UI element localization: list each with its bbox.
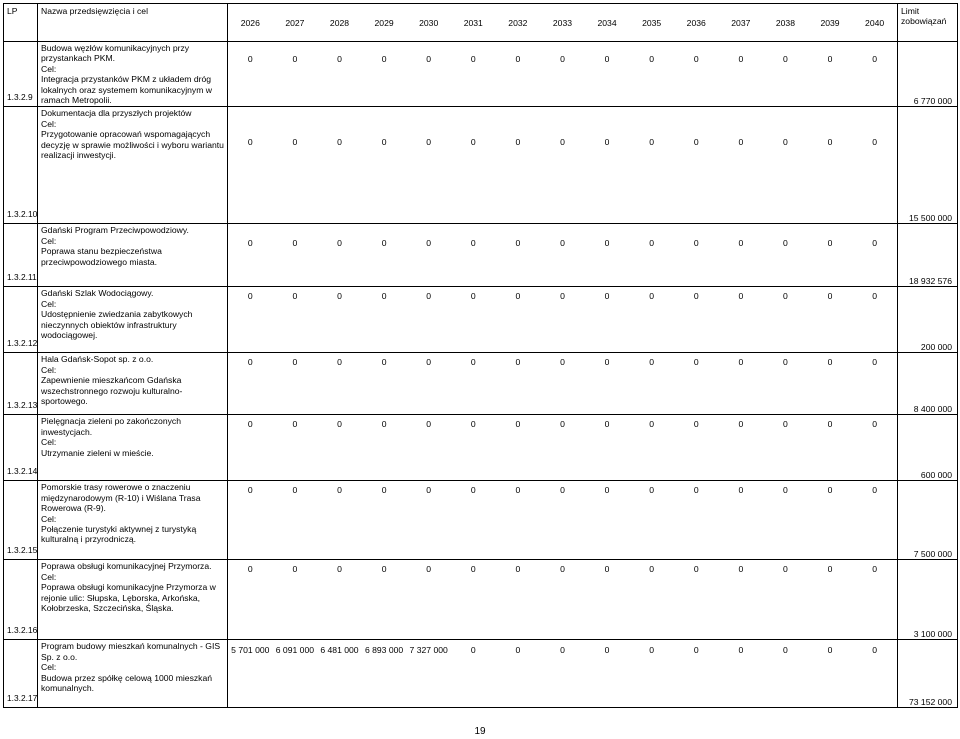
row-name-line: Pielęgnacja zieleni po zakończonych inwestycjach. [41, 416, 181, 437]
header-name: Nazwa przedsięwzięcia i cel [38, 4, 228, 42]
row-name-line: Udostępnienie zwiedzania zabytkowych nieczynnych obiektów infrastruktury wodociągowej. [41, 309, 193, 341]
year-value: 0 [693, 54, 699, 64]
year-value: 0 [292, 564, 298, 575]
row-limit: 600 000 [898, 415, 958, 481]
year-value: 0 [560, 291, 565, 302]
year-value: 0 [693, 419, 699, 430]
year-value: 0 [783, 357, 788, 368]
table-row [4, 481, 958, 560]
year-value: 0 [247, 238, 253, 249]
year-value: 0 [426, 238, 432, 249]
row-name [38, 415, 228, 481]
year-value: 0 [693, 645, 699, 656]
row-name-line: Cel: [41, 437, 57, 448]
row-name [38, 287, 228, 353]
year-header: 2039 [820, 17, 840, 28]
year-value: 0 [783, 564, 788, 575]
year-header: 2038 [775, 17, 795, 28]
row-limit: 18 932 576 [898, 224, 958, 287]
row-name-line: Integracja przystanków PKM z układem dróg lokalnych oraz systemem komunikacyjnym w ramach Metropolii. [41, 74, 212, 106]
year-value: 0 [247, 357, 253, 368]
year-value: 0 [693, 357, 699, 368]
year-value: 0 [783, 485, 788, 496]
table-row [4, 224, 958, 287]
row-limit: 7 500 000 [898, 481, 958, 560]
year-value: 0 [247, 564, 253, 575]
year-value: 0 [247, 54, 253, 64]
year-value: 0 [827, 419, 833, 430]
row-lp: 1.3.2.15 [4, 481, 38, 560]
row-values [228, 560, 898, 640]
year-header: 2027 [285, 17, 305, 28]
row-name-line: Cel: [41, 571, 57, 582]
investment-table [3, 3, 958, 708]
page-number: 19 [474, 726, 486, 737]
year-value: 0 [292, 357, 298, 368]
row-limit: 3 100 000 [898, 560, 958, 640]
year-value: 0 [560, 54, 565, 64]
year-value: 6 893 000 [364, 645, 404, 656]
year-value: 0 [381, 419, 387, 430]
year-value: 0 [515, 238, 521, 249]
year-value: 0 [604, 291, 610, 302]
year-value: 5 701 000 [231, 645, 270, 656]
year-value: 0 [337, 564, 342, 575]
row-name [38, 42, 228, 107]
row-lp: 1.3.2.14 [4, 415, 38, 481]
year-value: 0 [337, 485, 342, 496]
row-name-line: Budowa przez spółkę celową 1000 mieszkań komunalnych. [41, 672, 213, 694]
row-name-line: Pomorskie trasy rowerowe o znaczeniu międzynarodowym (R-10) i Wiślana Trasa Rowerowa (R-9). [41, 482, 201, 514]
row-name-line: Cel: [41, 364, 57, 375]
year-value: 0 [872, 564, 877, 575]
year-value: 0 [381, 357, 387, 368]
year-value: 0 [515, 357, 521, 368]
year-value: 6 091 000 [275, 645, 314, 656]
year-value: 0 [381, 54, 387, 64]
year-header: 2037 [731, 17, 751, 28]
year-value: 0 [738, 357, 744, 368]
year-value: 0 [738, 485, 744, 496]
row-name-line: Hala Gdańsk-Sopot sp. z o.o. [41, 354, 154, 365]
table-row [4, 353, 958, 415]
year-value: 0 [337, 357, 342, 368]
year-header: 2033 [552, 17, 573, 28]
year-value: 0 [738, 137, 744, 148]
row-name [38, 560, 228, 640]
year-value: 0 [783, 419, 788, 430]
year-value: 0 [426, 485, 432, 496]
year-value: 0 [247, 137, 253, 148]
year-value: 0 [560, 357, 565, 368]
year-header: 2026 [240, 17, 260, 28]
year-value: 0 [292, 238, 298, 249]
year-value: 0 [872, 419, 877, 430]
row-name [38, 640, 228, 708]
row-lp: 1.3.2.13 [4, 353, 38, 415]
year-value: 0 [515, 485, 521, 496]
year-value: 0 [738, 564, 744, 575]
year-value: 0 [693, 291, 699, 302]
year-value: 0 [649, 137, 655, 148]
year-value: 0 [649, 419, 655, 430]
year-value: 0 [783, 291, 788, 302]
year-value: 0 [381, 564, 387, 575]
year-value: 0 [783, 645, 788, 656]
row-lp: 1.3.2.10 [4, 107, 38, 224]
year-header: 2034 [597, 17, 617, 28]
row-lp: 1.3.2.11 [4, 224, 38, 287]
year-value: 0 [604, 645, 610, 656]
year-value: 0 [292, 419, 298, 430]
year-value: 0 [292, 137, 298, 148]
year-value: 0 [604, 238, 610, 249]
year-value: 0 [470, 137, 476, 148]
row-name [38, 224, 228, 287]
year-value: 0 [738, 54, 744, 64]
row-name-line: Gdański Szlak Wodociągowy. [41, 288, 154, 299]
year-value: 0 [827, 645, 833, 656]
row-name-line: Dokumentacja dla przyszłych projektów [41, 108, 192, 119]
year-header: 2032 [508, 17, 528, 28]
header-lp: LP [4, 4, 38, 42]
year-header: 2036 [686, 17, 706, 28]
year-value: 0 [560, 419, 565, 430]
year-value: 0 [649, 238, 655, 249]
year-value: 0 [337, 238, 342, 249]
row-values [228, 640, 898, 708]
row-limit: 200 000 [898, 287, 958, 353]
year-value: 0 [381, 291, 387, 302]
row-lp: 1.3.2.12 [4, 287, 38, 353]
year-value: 0 [604, 357, 610, 368]
year-header: 2040 [865, 17, 885, 28]
year-value: 0 [738, 419, 744, 430]
header-limit-line2: zobowiązań [901, 16, 947, 26]
year-value: 0 [604, 485, 610, 496]
year-value: 0 [292, 485, 298, 496]
year-value: 0 [604, 419, 610, 430]
year-header: 2028 [329, 17, 350, 28]
row-lp: 1.3.2.17 [4, 640, 38, 708]
year-value: 0 [604, 137, 610, 148]
year-value: 0 [381, 137, 387, 148]
year-value: 0 [515, 291, 521, 302]
year-header: 2031 [463, 17, 483, 28]
year-value: 0 [872, 137, 877, 148]
year-value: 0 [872, 485, 877, 496]
table-row [4, 415, 958, 481]
year-value: 0 [426, 419, 432, 430]
year-value: 0 [560, 485, 565, 496]
row-name-line: Utrzymanie zieleni w mieście. [41, 447, 154, 458]
table-row [4, 287, 958, 353]
row-values [228, 353, 898, 415]
year-value: 0 [738, 291, 744, 302]
year-value: 0 [337, 419, 342, 430]
year-value: 0 [426, 291, 432, 302]
year-value: 0 [515, 54, 521, 64]
year-value: 0 [827, 485, 833, 496]
row-name-line: Cel: [41, 662, 57, 673]
year-value: 0 [649, 564, 655, 575]
row-limit: 8 400 000 [898, 353, 958, 415]
table-row [4, 107, 958, 224]
year-value: 0 [247, 419, 253, 430]
row-lp: 1.3.2.16 [4, 560, 38, 640]
row-name [38, 353, 228, 415]
row-values [228, 415, 898, 481]
row-values [228, 42, 898, 107]
year-value: 0 [470, 54, 476, 64]
year-value: 0 [783, 54, 788, 64]
year-value: 0 [649, 291, 655, 302]
year-value: 0 [872, 291, 877, 302]
row-name-line: Przygotowanie opracowań wspomagających decyzję w sprawie możliwości i wyboru wariantu realizacji inwestycji. [41, 129, 224, 161]
header-limit [898, 4, 958, 42]
year-value: 0 [426, 357, 432, 368]
year-value: 0 [381, 238, 387, 249]
year-value: 0 [827, 564, 833, 575]
row-name [38, 481, 228, 560]
year-value: 0 [515, 564, 521, 575]
year-value: 0 [872, 357, 877, 368]
year-value: 0 [292, 291, 298, 302]
row-name-line: Cel: [41, 298, 57, 309]
row-name-line: Poprawa obsługi komunikacyjnej Przymorza. [41, 561, 212, 572]
year-value: 0 [693, 238, 699, 249]
header-limit-line1: Limit [901, 6, 920, 16]
year-header: 2029 [374, 17, 394, 28]
year-value: 0 [783, 238, 788, 249]
row-values [228, 481, 898, 560]
year-value: 0 [426, 54, 432, 64]
year-value: 0 [693, 137, 699, 148]
year-value: 0 [649, 645, 655, 656]
row-name-line: Zapewnienie mieszkańcom Gdańska wszechstronnego rozwoju kulturalno-sportowego. [41, 375, 183, 407]
year-header: 2035 [642, 17, 662, 28]
row-limit: 6 770 000 [898, 42, 958, 107]
row-name-line: Cel: [41, 513, 57, 524]
year-value: 0 [515, 137, 521, 148]
year-value: 0 [560, 564, 565, 575]
year-value: 0 [649, 485, 655, 496]
year-value: 0 [560, 645, 565, 656]
year-value: 0 [470, 419, 476, 430]
year-value: 7 327 000 [409, 645, 448, 656]
year-value: 0 [560, 137, 565, 148]
year-value: 0 [827, 291, 833, 302]
table-row [4, 42, 958, 107]
year-value: 0 [426, 564, 432, 575]
row-limit: 73 152 000 [898, 640, 958, 708]
year-value: 0 [470, 357, 476, 368]
year-value: 0 [381, 485, 387, 496]
year-value: 0 [827, 357, 833, 368]
year-value: 0 [872, 645, 877, 656]
year-value: 0 [337, 137, 342, 148]
year-value: 0 [693, 564, 699, 575]
year-header: 2030 [419, 17, 439, 28]
row-values [228, 287, 898, 353]
table-row [4, 560, 958, 640]
year-value: 0 [470, 485, 476, 496]
year-value: 0 [470, 564, 476, 575]
year-value: 0 [515, 419, 521, 430]
row-name-line: Cel: [41, 118, 57, 129]
row-values [228, 107, 898, 224]
row-name-line: Cel: [41, 235, 57, 246]
row-name-line: Cel: [41, 63, 57, 74]
year-value: 0 [649, 357, 655, 368]
year-value: 0 [872, 54, 877, 64]
year-value: 0 [827, 238, 833, 249]
year-value: 0 [470, 645, 476, 656]
year-value: 0 [560, 238, 565, 249]
year-value: 0 [827, 137, 833, 148]
year-value: 0 [738, 238, 744, 249]
year-value: 0 [292, 54, 298, 64]
table-row [4, 640, 958, 708]
year-value: 0 [604, 564, 610, 575]
year-value: 0 [693, 485, 699, 496]
year-value: 0 [247, 485, 253, 496]
row-name-line: Połączenie turystyki aktywnej z turystyką kulturalną i przyrodniczą. [41, 524, 197, 545]
year-value: 6 481 000 [320, 645, 359, 656]
year-value: 0 [515, 645, 521, 656]
year-value: 0 [470, 291, 476, 302]
year-value: 0 [738, 645, 744, 656]
header-row [4, 4, 958, 42]
year-value: 0 [872, 238, 877, 249]
row-name-line: Poprawa stanu bezpieczeństwa przeciwpowodziowego miasta. [41, 246, 162, 267]
year-value: 0 [247, 291, 253, 302]
year-value: 0 [337, 54, 342, 64]
header-years [228, 4, 898, 42]
year-value: 0 [649, 54, 655, 64]
row-name-line: Gdański Program Przeciwpowodziowy. [41, 225, 189, 236]
row-values [228, 224, 898, 287]
year-value: 0 [470, 238, 476, 249]
row-name [38, 107, 228, 224]
row-limit: 15 500 000 [898, 107, 958, 224]
year-value: 0 [827, 54, 833, 64]
year-value: 0 [783, 137, 788, 148]
row-name-line: Budowa węzłów komunikacyjnych przy przystankach PKM. [41, 43, 190, 64]
row-name-line: Program budowy mieszkań komunalnych - GIS Sp. z o.o. [41, 641, 221, 662]
year-value: 0 [337, 291, 342, 302]
row-name-line: Poprawa obsługi komunikacyjne Przymorza w rejonie ulic: Słupska, Lęborska, Arkońska, Kołobrzeska, Szczecińska, Śląska. [41, 582, 216, 614]
year-value: 0 [604, 54, 610, 64]
year-value: 0 [426, 137, 432, 148]
row-lp: 1.3.2.9 [4, 42, 38, 107]
